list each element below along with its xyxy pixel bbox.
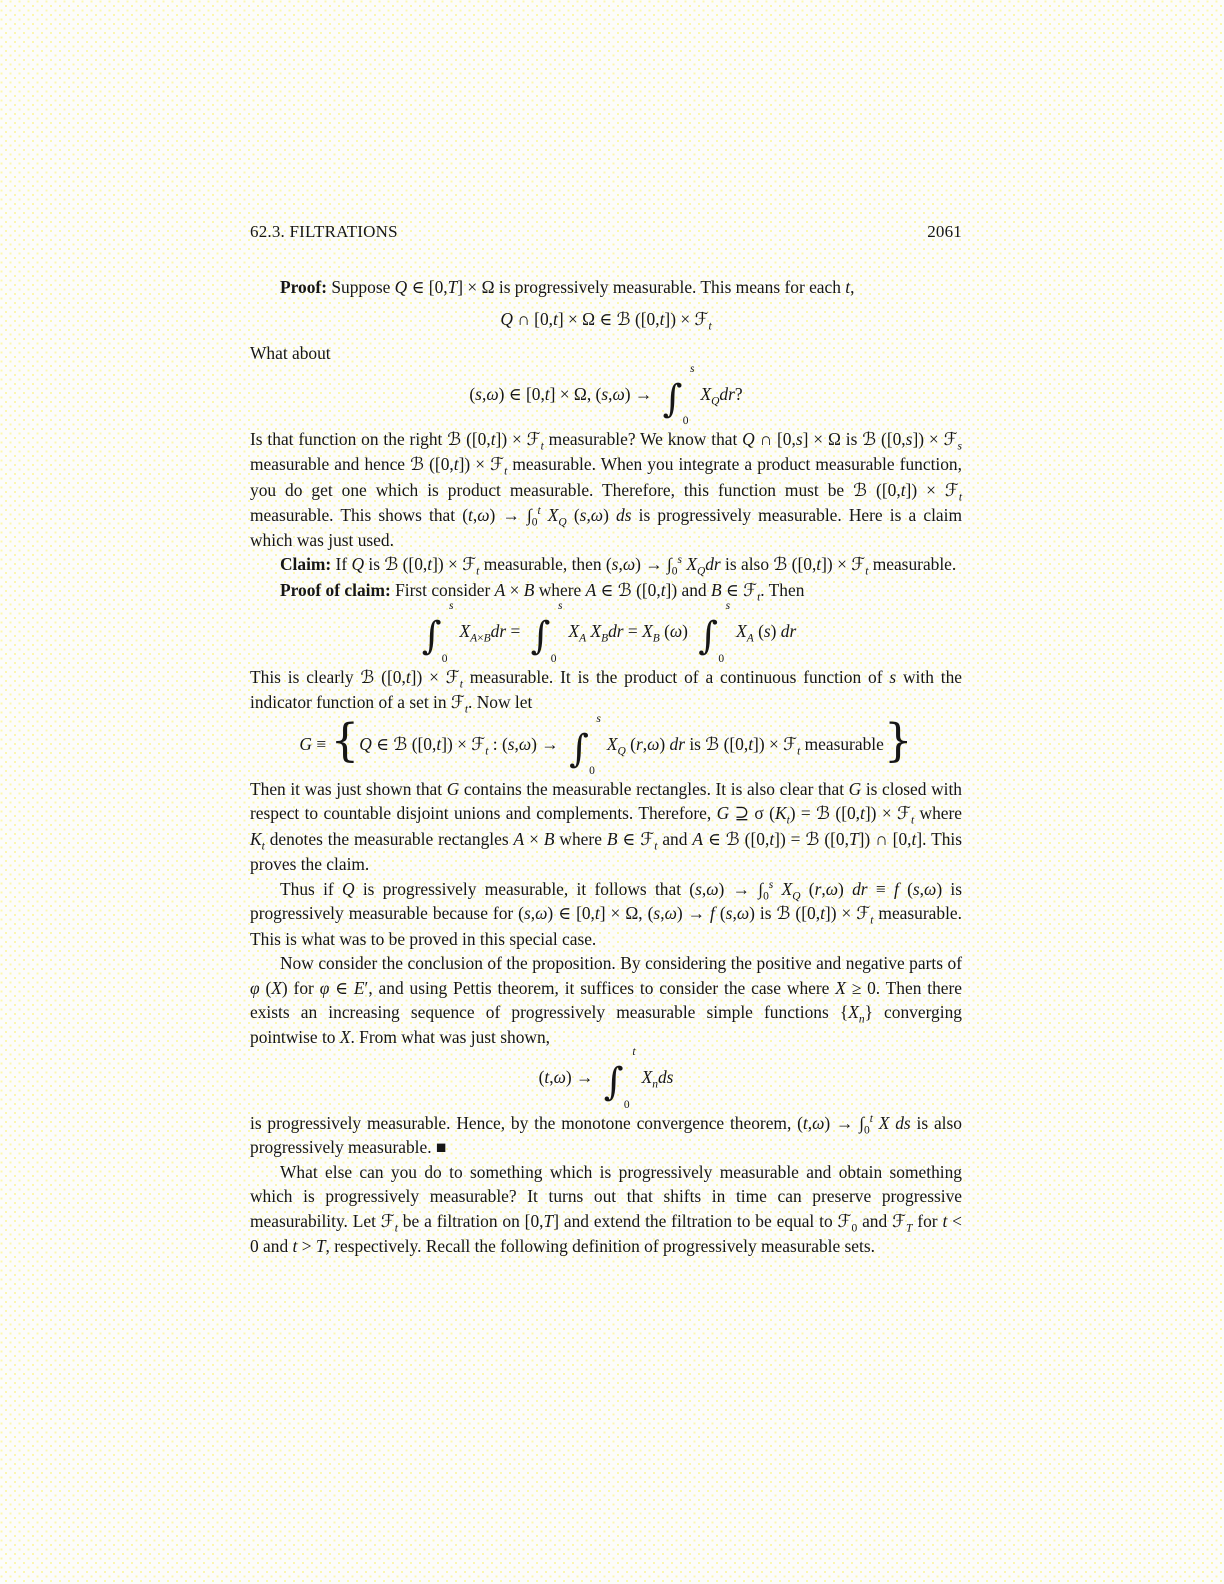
- paragraph: Proof of claim: First consider A × B where A ∈ ℬ ([0,t]) and B ∈ ℱ$_t$. Then: [280, 579, 805, 604]
- page-body: [250, 275, 962, 1259]
- paragraph: is progressively measurable. Hence, by the monotone convergence theorem, $(t,\omega) \to \int_0^t$ X ds is also progressively measurable. ■: [250, 1112, 962, 1158]
- page-number: 2061: [927, 222, 962, 241]
- paragraph: Proof: Suppose Q ∈ [0,T] × Ω is progressively measurable. This means for each t,: [280, 277, 855, 297]
- display-equation: Q ∩ [0,t] × Ω ∈ ℬ ([0,t]) × ℱ$_t$: [500, 308, 712, 332]
- paragraph: Claim: If Q is ℬ ([0,t]) × ℱ$_t$ measurable, then $(s,\omega) \to \int_0^s$ $X_Qdr$ is also ℬ ([0,t]) × ℱ$_t$ measurable.: [280, 554, 957, 578]
- display-equation: (s,ω) ∈ [0,t] × Ω, (s,ω) → ∫ s 0 $X_Qdr$?: [469, 362, 743, 427]
- paragraph: Then it was just shown that G contains the measurable rectangles. It is also clear that G is closed with respect to countable disjoint unions and complements. Therefore, G ⊇ σ $(K_t)$ = ℬ ([0,t]) × ℱ$_t$ where $K_t$ denotes the measurable rectangles A × B where B ∈ ℱ$_t$ and A ∈ ℬ ([0,t]) = ℬ ([0,T]) ∩ [0,t]. This proves the claim.: [250, 778, 963, 875]
- paragraph: Now consider the conclusion of the proposition. By considering the positive and negative parts of φ (X) for φ ∈ E′, and using Pettis theorem, it suffices to consider the case where X ≥ 0. Then there exists an increasing sequence of progressively measurable simple functions $\{X_n\}$ converging pointwise to X. From what was just shown,: [250, 953, 963, 1047]
- paragraph: This is clearly ℬ ([0,t]) × ℱ$_t$ measurable. It is the product of a continuous function of s with the indicator function of a set in ℱ$_t$. Now let: [250, 666, 962, 716]
- display-equation: G ≡ {Q ∈ ℬ ([0,t]) × ℱ$_t$ : (s,ω) → ∫ s 0 $X_Q$ (r,ω) dr is ℬ ([0,t]) × ℱ$_t$ measurable}: [299, 712, 913, 777]
- paragraph: What about: [250, 343, 331, 363]
- page-content: [250, 222, 962, 1259]
- paragraph: Thus if Q is progressively measurable, it follows that $(s,\omega) \to \int_0^s$ $X_Q$ (r,ω) dr ≡ f (s,ω) is progressively measurable because for (s,ω) ∈ [0,t] × Ω, (s,ω) → f (s,ω) is ℬ ([0,t]) × ℱ$_t$ measurable. This is what was to be proved in this special case.: [250, 878, 962, 949]
- paragraph: What else can you do to something which is progressively measurable and obtain something which is progressively measurable? It turns out that shifts in time can preserve progressive measurability. Let ℱ$_t$ be a filtration on [0,T] and extend the filtration to be equal to ℱ$_0$ and ℱ$_T$ for t < 0 and t > T, respectively. Recall the following definition of progressively measurable sets.: [250, 1161, 962, 1257]
- page-header: [250, 222, 962, 242]
- display-equation: (t,ω) → ∫ t 0 $X_nds$: [538, 1046, 674, 1111]
- paragraph: Is that function on the right ℬ ([0,t]) × ℱ$_t$ measurable? We know that Q ∩ [0,s] × Ω is ℬ ([0,s]) × ℱ$_s$ measurable and hence ℬ ([0,t]) × ℱ$_t$ measurable. When you integrate a product measurable function, you do get one which is product measurable. Therefore, this function must be ℬ ([0,t]) × ℱ$_t$ measurable. This shows that $(t,\omega) \to \int_0^t$ $X_Q$ (s,ω) ds is progressively measurable. Here is a claim which was just used.: [250, 428, 963, 550]
- section-heading: 62.3. FILTRATIONS: [250, 222, 398, 241]
- display-equation: ∫ s 0 $X_{A\times B}dr$ = ∫ s 0 $X_A$ $X_Bdr = X_B$ (ω) ∫ s 0 $X_A$ (s) dr: [421, 600, 797, 665]
